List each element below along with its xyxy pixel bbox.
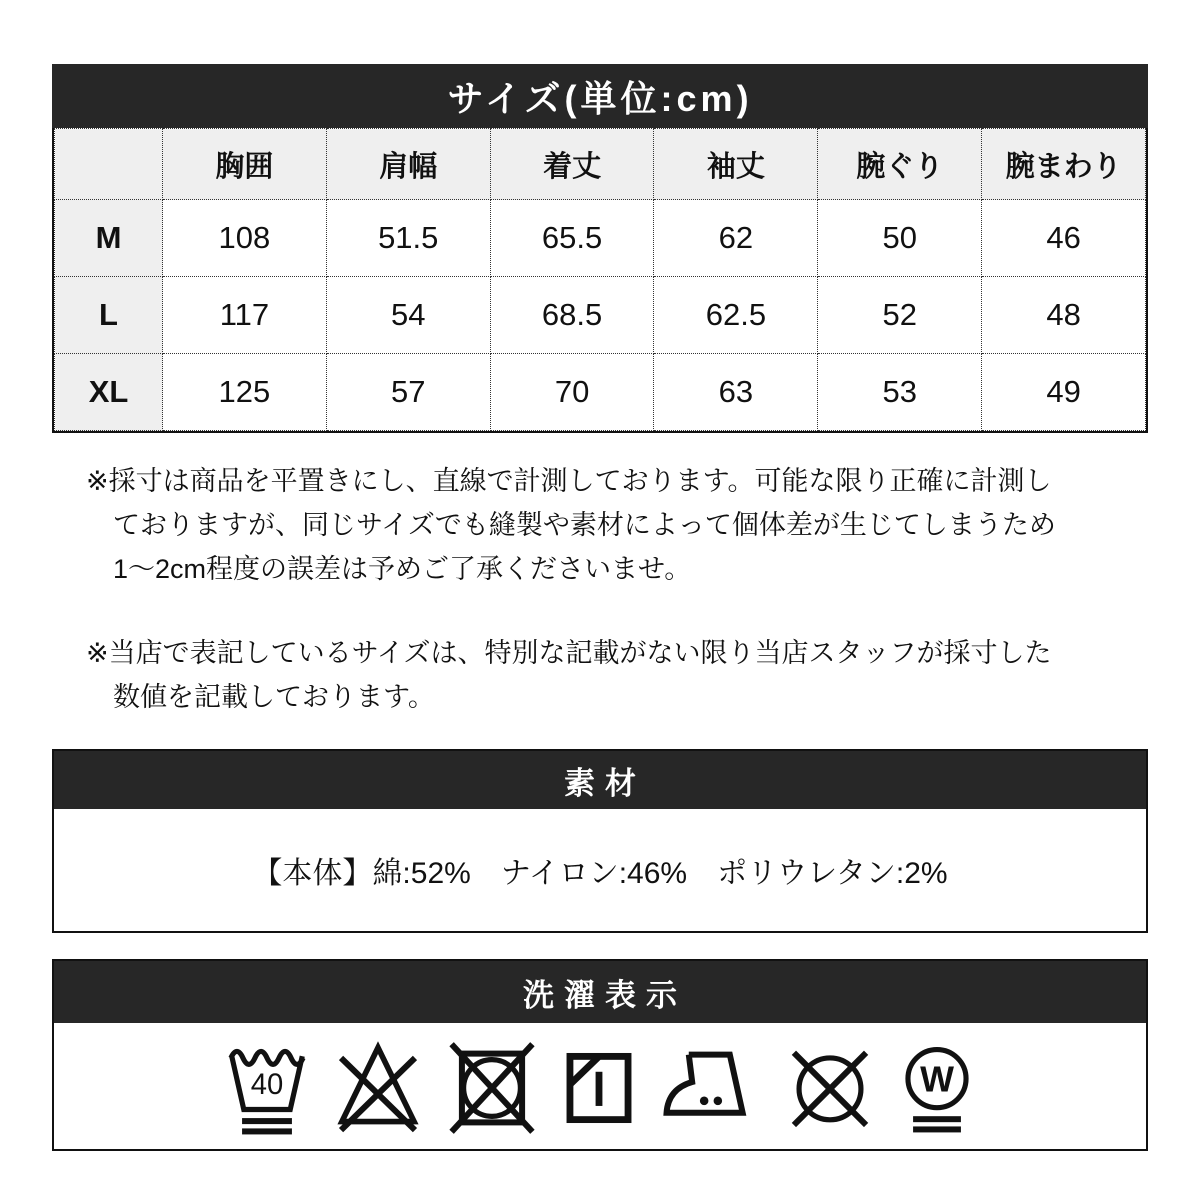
table-row-m [55,200,1146,277]
size-table-header-row [55,129,1146,200]
cell-value: 125 [163,354,327,431]
column-header-armhole: 腕ぐり [818,129,982,200]
column-header-arm-circumference: 腕まわり [982,129,1146,200]
column-header-chest: 胸囲 [163,129,327,200]
table-row-xl [55,354,1146,431]
row-label-m: M [55,200,163,277]
size-notation-note [52,631,1148,719]
row-label-l: L [55,277,163,354]
column-header-shoulder: 肩幅 [326,129,490,200]
note-line: 1〜2cm程度の誤差は予めご了承くださいませ。 [113,554,692,584]
material-composition: 【本体】綿:52% ナイロン:46% ポリウレタン:2% [252,857,948,890]
cell-value: 54 [326,277,490,354]
material-section-title: 素材 [54,751,1146,809]
note-line: ※採寸は商品を平置きにし、直線で計測しております。可能な限り正確に計測し [86,466,1052,496]
svg-text:40: 40 [250,1069,284,1102]
table-row-l [55,277,1146,354]
measurement-note [52,459,1148,591]
cell-value: 117 [163,277,327,354]
cell-value: 52 [818,277,982,354]
do-not-dry-clean-icon [782,1039,878,1137]
cell-value: 49 [982,354,1146,431]
column-header-length: 着丈 [490,129,654,200]
size-table-corner-cell [55,129,163,200]
material-section [52,749,1148,933]
wet-clean-very-gentle-icon [896,1039,978,1137]
care-section-title: 洗濯表示 [54,961,1146,1023]
svg-text:W: W [920,1059,954,1100]
size-section [52,64,1148,433]
cell-value: 57 [326,354,490,431]
cell-value: 62 [654,200,818,277]
column-header-sleeve: 袖丈 [654,129,818,200]
iron-medium-heat-icon [658,1039,764,1137]
do-not-tumble-dry-icon [444,1039,540,1137]
cell-value: 51.5 [326,200,490,277]
care-label-section [52,959,1148,1151]
note-line: ておりますが、同じサイズでも縫製や素材によって個体差が生じてしまうため [113,510,1056,540]
cell-value: 50 [818,200,982,277]
note-line: ※当店で表記しているサイズは、特別な記載がない限り当店スタッフが採寸した [86,638,1052,668]
cell-value: 68.5 [490,277,654,354]
cell-value: 65.5 [490,200,654,277]
size-table [52,128,1148,433]
line-dry-in-shade-icon [558,1039,640,1137]
do-not-bleach-icon [330,1039,426,1137]
care-icons-row [54,1023,1146,1149]
cell-value: 62.5 [654,277,818,354]
cell-value: 48 [982,277,1146,354]
cell-value: 63 [654,354,818,431]
size-section-title: サイズ(単位:cm) [52,64,1148,128]
page [52,0,1148,1151]
row-label-xl: XL [55,354,163,431]
note-line: 数値を記載しております。 [113,682,435,712]
cell-value: 53 [818,354,982,431]
cell-value: 108 [163,200,327,277]
cell-value: 46 [982,200,1146,277]
cell-value: 70 [490,354,654,431]
wash-40-very-gentle-icon [222,1039,312,1137]
